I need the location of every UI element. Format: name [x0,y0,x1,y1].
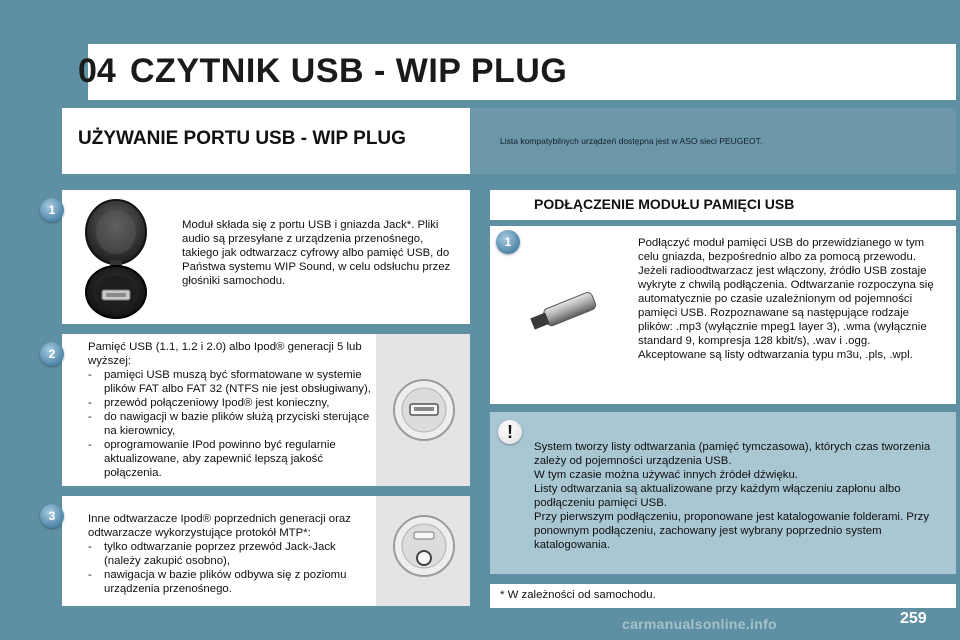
footnote: * W zależności od samochodu. [500,589,656,601]
step-badge-connect: 1 [496,230,520,254]
warning-line: W tym czasie można używać innych źródeł dźwięku. [534,469,798,481]
warning-text [534,440,946,552]
usb-jack-socket-image [80,196,152,320]
watermark: carmanualsonline.info [622,616,777,632]
step-badge-1: 1 [40,198,64,222]
warning-line: Listy odtwarzania są aktualizowane przy każdym włączeniu zapłonu albo podłączeniu pamięci USB. [534,483,901,509]
usb-stick-image [522,288,608,334]
chapter-number: 04 [78,52,116,90]
list-item: - oprogramowanie IPod powinno być regularnie aktualizowane, aby zapewnić lepszą jakość połączenia. [88,438,372,480]
warning-line: Przy pierwszym podłączeniu, proponowane jest katalogowanie folderami. Przy ponownym podłączeniu, zachowany jest wybrany poprzednio system katalogowania. [534,511,930,551]
warning-line: System tworzy listy odtwarzania (pamięć tymczasowa), których czas tworzenia zależy od pojemności urządzenia USB. [534,441,931,467]
section-title: UŻYWANIE PORTU USB - WIP PLUG [78,128,406,149]
other-players-intro: Inne odtwarzacze Ipod® poprzednich generacji oraz odtwarzacze wykorzystujące protokół MTP*: [88,513,351,539]
other-players-list [88,540,372,596]
other-players-info [88,512,372,596]
usb-port-image-area [376,334,470,486]
usb-memory-intro: Pamięć USB (1.1, 1.2 i 2.0) albo Ipod® generacji 5 lub wyższej: [88,341,362,367]
list-item: - przewód połączeniowy Ipod® jest konieczny, [88,396,372,410]
list-item: - nawigacja w bazie plików odbywa się z poziomu urządzenia przenośnego. [88,568,372,596]
usb-memory-requirements [88,340,372,480]
usb-memory-list [88,368,372,480]
jack-port-image-area [376,496,470,606]
list-item: - do nawigacji w bazie plików służą przyciski sterujące na kierownicy, [88,410,372,438]
compatibility-note: Lista kompatybilnych urządzeń dostępna jest w ASO sieci PEUGEOT. [500,136,763,146]
page-number: 259 [900,610,927,627]
warning-icon: ! [498,420,522,444]
connect-usb-instructions: Podłączyć moduł pamięci USB do przewidzianego w tym celu gniazda, bezpośrednio albo za pomocą przewodu. Jeżeli radioodtwarzacz jest włączony, źródło USB zostaje wykryte z chwilą podłączenia. Odtwarzanie rozpoczyna się automatycznie po czasie uzależnionym od pojemności pamięci USB. Rozpoznawane są następujące rodzaje plików: .mp3 (wyłącznie mpeg1 layer 3), .wma (wyłącznie standard 9, kompresja 128 kbit/s), .wav i .ogg. Akceptowane są listy odtwarzania typu m3u, .pls, .wpl. [638,237,934,361]
step-badge-2: 2 [40,342,64,366]
usb-module-description: Moduł składa się z portu USB i gniazda Jack*. Pliki audio są przesyłane z urządzenia przenośnego, takiego jak odtwarzacz cyfrowy albo pamięć USB, do Państwa systemu WIP Sound, w celu odsłuchu przez głośniki samochodu. [182,219,451,287]
chapter-title: CZYTNIK USB - WIP PLUG [130,52,568,90]
list-item: - tylko odtwarzanie poprzez przewód Jack-Jack (należy zakupić osobno), [88,540,372,568]
subsection-title: PODŁĄCZENIE MODUŁU PAMIĘCI USB [534,196,795,212]
list-item: - pamięci USB muszą być sformatowane w systemie plików FAT albo FAT 32 (NTFS nie jest obsługiwany), [88,368,372,396]
step-badge-3: 3 [40,504,64,528]
